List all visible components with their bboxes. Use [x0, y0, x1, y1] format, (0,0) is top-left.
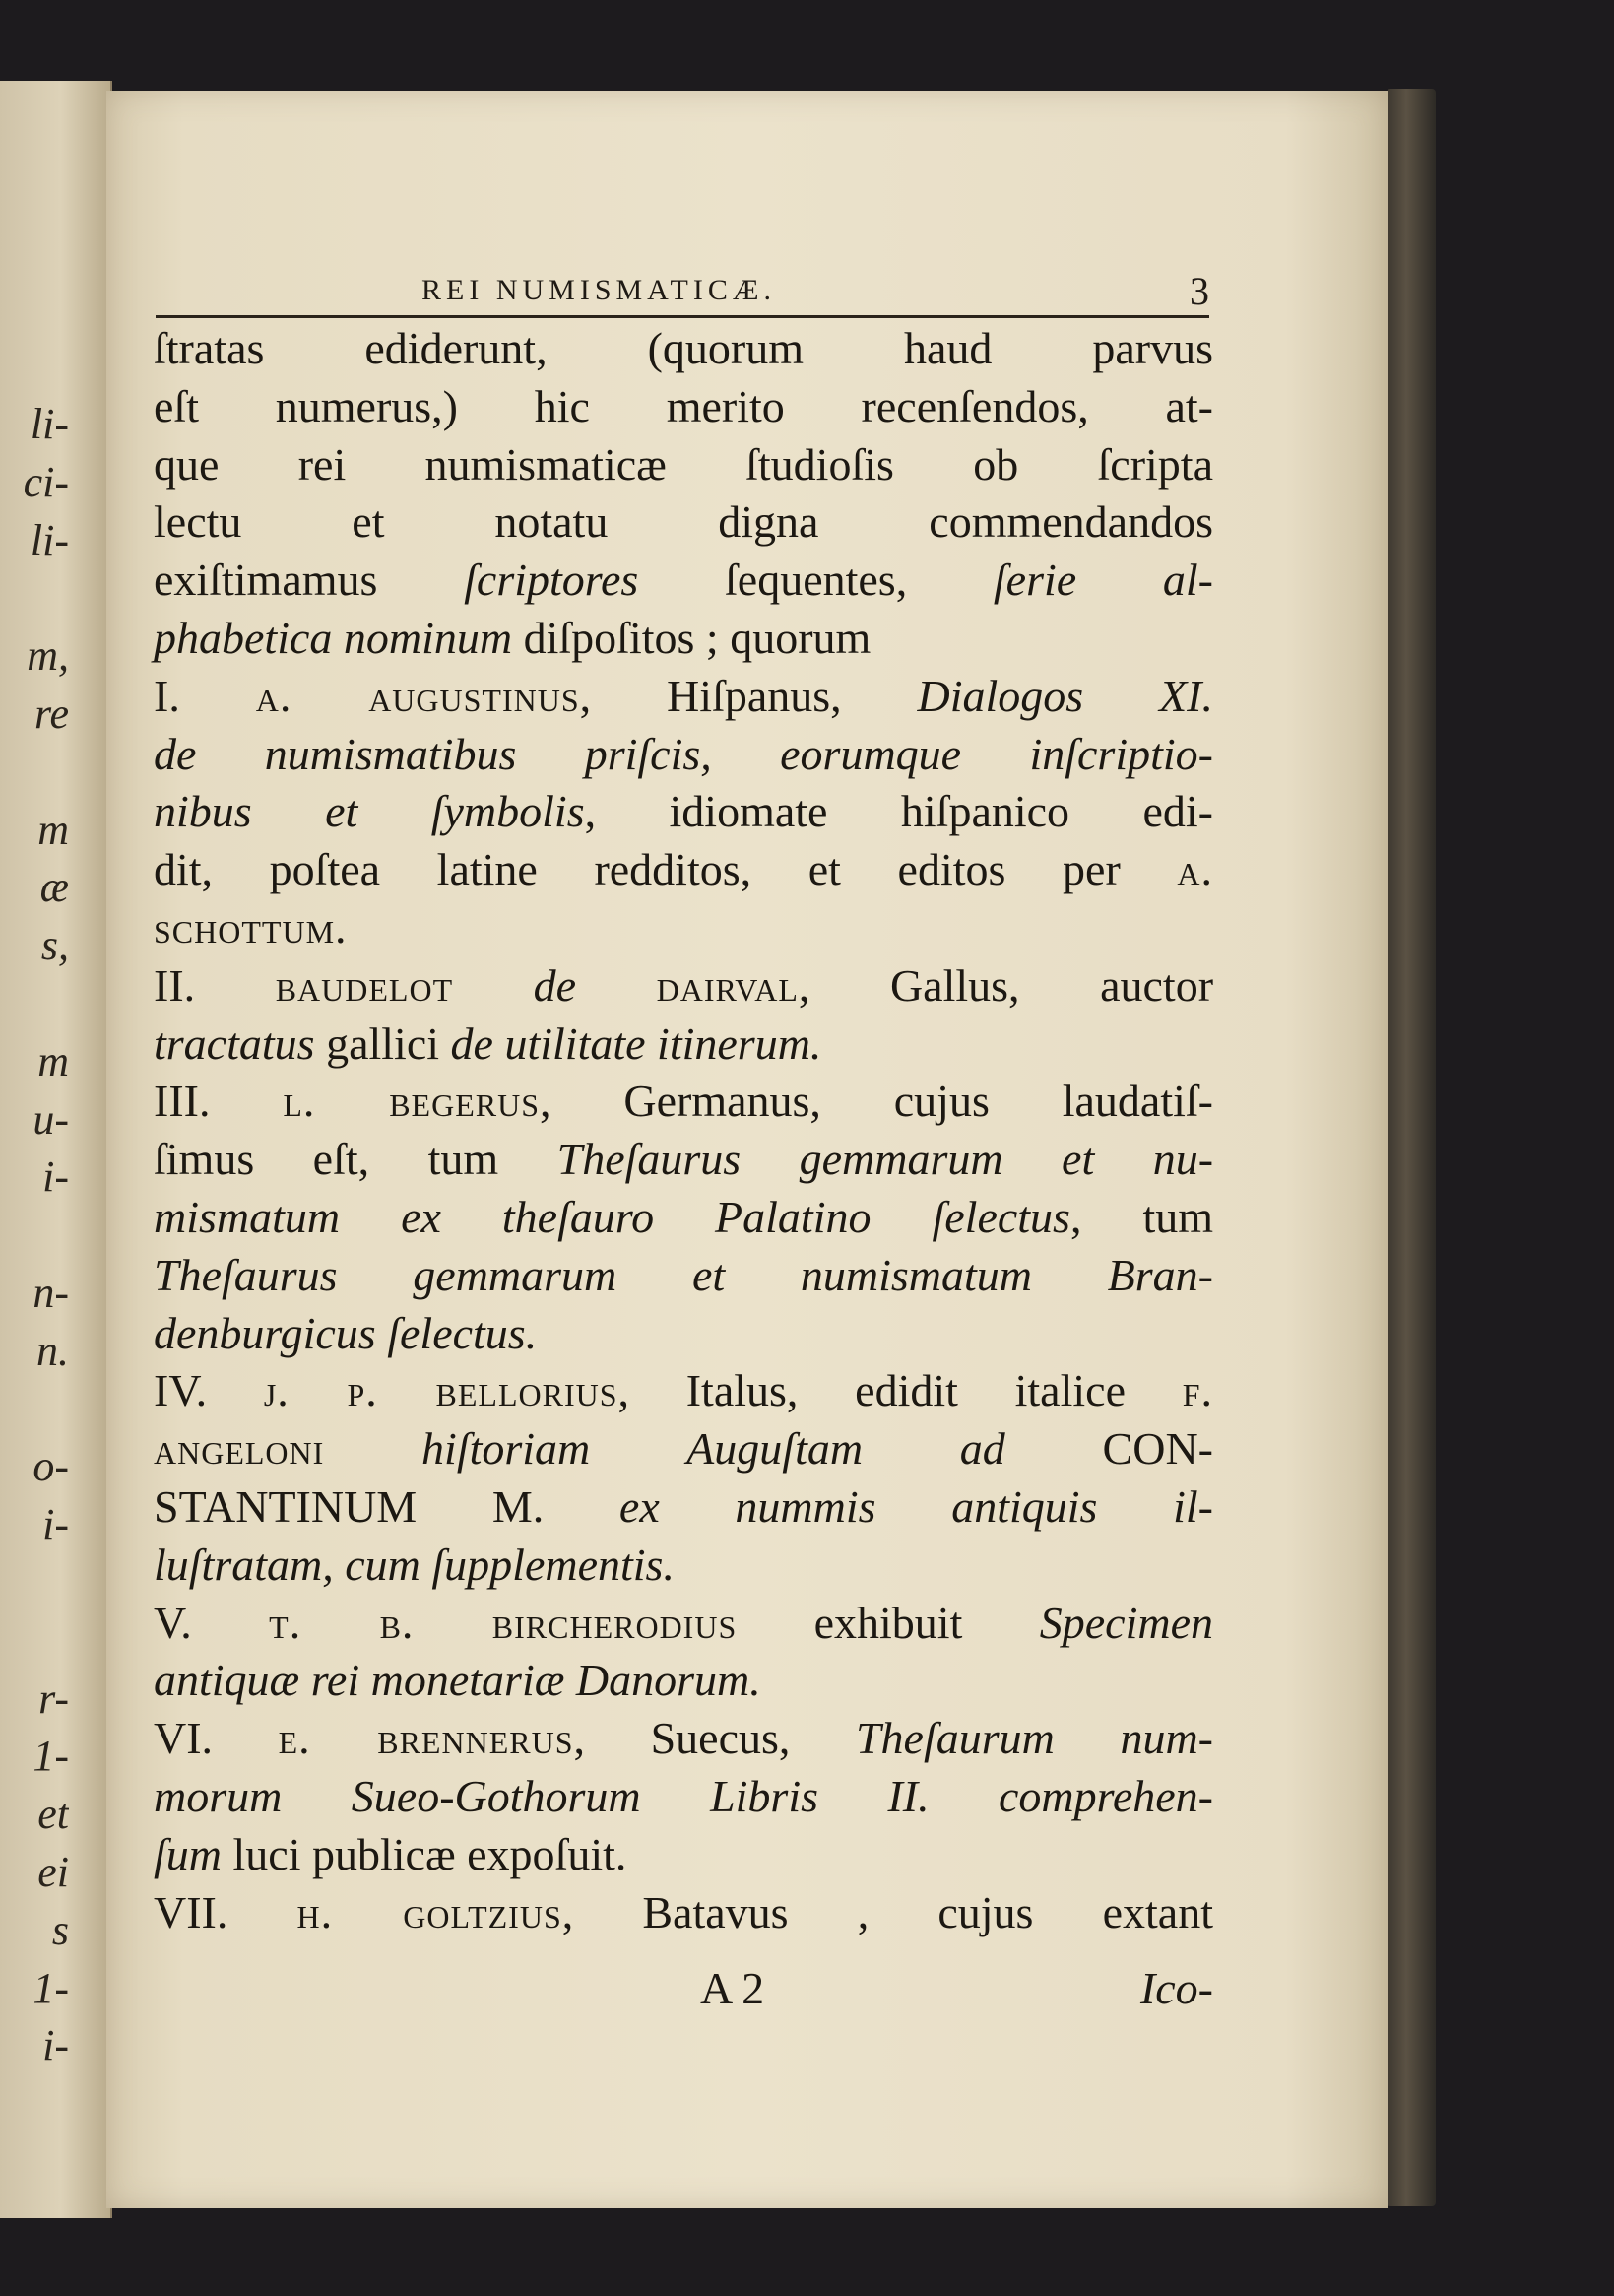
italic-text: mismatum ex theſauro Palatino ſelectus: [154, 1191, 1070, 1242]
previous-page-fragment: [0, 1381, 69, 1439]
text-line: [154, 783, 1213, 841]
previous-page-fragment: æ: [39, 863, 69, 912]
previous-page-fragment: re: [33, 689, 69, 738]
text-line: [154, 1073, 1213, 1131]
previous-page-fragment: i-: [42, 1500, 69, 1549]
roman-text: que rei numismaticæ ſtudioſis ob ſcripta: [154, 438, 1213, 490]
text-line: [154, 1537, 1213, 1595]
roman-text: ſimus eſt, tum: [154, 1134, 557, 1185]
text-line: [154, 1478, 1213, 1537]
header-rule: [156, 315, 1209, 318]
roman-text: V.: [154, 1597, 270, 1648]
italic-text: ſcriptores: [464, 555, 639, 606]
text-line: [154, 1189, 1213, 1247]
italic-text: de numismatibus priſcis, eorumque inſcriptio-: [154, 728, 1213, 779]
previous-page-fragment: s,: [40, 921, 69, 970]
roman-text: , Gallus, auctor: [798, 959, 1214, 1011]
text-line: [154, 1362, 1213, 1420]
italic-text: antiquæ rei monetariæ Danorum.: [154, 1655, 761, 1706]
text-line: [154, 1826, 1213, 1884]
small-caps-text: t. b. bircherodius: [269, 1597, 738, 1648]
italic-text: Specimen: [1039, 1597, 1213, 1648]
italic-text: morum Sueo-Gothorum Libris II. comprehen-: [154, 1770, 1213, 1821]
small-caps-text: dairval: [656, 959, 799, 1011]
roman-text: , tum: [1069, 1191, 1214, 1242]
previous-page-fragment: i-: [42, 2021, 69, 2070]
small-caps-text: baudelot: [275, 959, 454, 1011]
roman-text: VI.: [154, 1713, 279, 1764]
roman-text: , idiomate hiſpanico edi-: [584, 786, 1213, 837]
text-line: [154, 1247, 1213, 1305]
italic-text: Dialogos XI.: [917, 670, 1213, 721]
roman-text: ſtratas ediderunt, (quorum haud parvus: [154, 323, 1213, 373]
previous-page-fragment: m: [37, 1036, 69, 1085]
text-line: [154, 1595, 1213, 1653]
italic-text: de utilitate itinerum.: [450, 1017, 822, 1069]
roman-text: ſequentes,: [638, 555, 994, 606]
italic-text: hiſtoriam Auguſtam ad: [324, 1423, 1103, 1475]
text-line: [154, 1016, 1213, 1074]
page-footer: [154, 1962, 1213, 2021]
text-line: [154, 841, 1213, 899]
roman-text: dit, poſtea latine redditos, et editos per: [154, 844, 1178, 895]
book-edge: [1387, 89, 1436, 2206]
running-head-title: REI NUMISMATICÆ.: [421, 274, 777, 306]
italic-text: ſum: [154, 1828, 222, 1879]
roman-text: , Batavus , cujus extant: [561, 1886, 1213, 1937]
text-line: [154, 1710, 1213, 1768]
text-line: [154, 610, 1213, 668]
roman-text: exiſtimamus: [154, 555, 465, 606]
previous-page-fragment: i-: [42, 1152, 69, 1202]
text-line: [154, 320, 1213, 378]
page-number: 3: [1190, 269, 1209, 313]
text-line: [154, 1884, 1213, 1942]
running-head: [156, 268, 1209, 315]
previous-page-fragment: [0, 569, 69, 627]
previous-page-fragment: s: [51, 1905, 69, 1954]
previous-page-fragment: o-: [32, 1442, 69, 1491]
italic-text: tractatus: [154, 1017, 315, 1069]
text-line: [154, 1652, 1213, 1710]
text-line: [154, 493, 1213, 552]
previous-page-text-fragments: [0, 396, 69, 2075]
roman-text: gallici: [314, 1017, 451, 1069]
small-caps-text: j. p. bellorius: [263, 1365, 618, 1416]
italic-text: luſtratam, cum ſupplementis.: [154, 1539, 675, 1590]
catchword: Ico-: [1139, 1963, 1213, 2013]
italic-text: nibus et ſymbolis: [154, 786, 585, 837]
small-caps-text: schottum.: [154, 901, 348, 952]
previous-page-fragment: n.: [36, 1326, 69, 1375]
small-caps-text: l. begerus: [283, 1076, 541, 1127]
italic-text: phabetica nominum: [154, 612, 513, 663]
previous-page-fragment: li-: [30, 515, 69, 564]
roman-text: III.: [154, 1076, 284, 1127]
text-line: [154, 1420, 1213, 1478]
roman-text: , Suecus,: [573, 1713, 856, 1764]
previous-page-fragment: li-: [30, 400, 69, 448]
previous-page-fragment: u-: [32, 1094, 69, 1144]
previous-page-fragment: m: [37, 805, 69, 854]
italic-text: Theſaurum num-: [855, 1713, 1213, 1764]
previous-page-edge: [0, 81, 112, 2218]
previous-page-fragment: [0, 1554, 69, 1612]
text-line: [154, 1131, 1213, 1189]
italic-text: Theſaurus gemmarum et nu-: [556, 1134, 1214, 1185]
text-line: [154, 378, 1213, 436]
previous-page-fragment: [0, 744, 69, 802]
text-line: [154, 668, 1213, 726]
roman-text: CON-: [1102, 1423, 1213, 1475]
roman-text: , Germanus, cujus laudatiſ-: [540, 1076, 1213, 1127]
italic-text: ex nummis antiquis il-: [618, 1480, 1213, 1532]
previous-page-fragment: r-: [38, 1673, 69, 1723]
italic-text: de: [453, 959, 657, 1011]
roman-text: , Italus, edidit italice: [617, 1365, 1183, 1416]
roman-text: diſpoſitos ; quorum: [512, 612, 872, 663]
text-line: [154, 1768, 1213, 1826]
small-caps-text: a.: [1177, 844, 1213, 895]
previous-page-fragment: n-: [32, 1268, 69, 1317]
signature-mark: A 2: [700, 1963, 765, 2013]
roman-text: , Hiſpanus,: [579, 670, 918, 721]
text-line: [154, 726, 1213, 784]
text-line: [154, 552, 1213, 610]
roman-text: exhibuit: [737, 1597, 1040, 1648]
previous-page-fragment: 1-: [32, 1732, 69, 1781]
book-page: [106, 91, 1388, 2208]
small-caps-text: angeloni: [154, 1423, 325, 1475]
previous-page-fragment: [0, 1612, 69, 1671]
italic-text: Theſaurus gemmarum et numismatum Bran-: [154, 1249, 1213, 1300]
previous-page-fragment: ci-: [23, 457, 69, 506]
small-caps-text: f.: [1182, 1365, 1214, 1416]
roman-text: eſt numerus,) hic merito recenſendos, at-: [154, 380, 1213, 431]
roman-text: VII.: [154, 1886, 297, 1937]
text-line: [154, 899, 1213, 957]
roman-text: STANTINUM M.: [154, 1480, 619, 1532]
italic-text: denburgicus ſelectus.: [154, 1307, 538, 1358]
small-caps-text: a. augustinus: [255, 670, 580, 721]
roman-text: I.: [154, 670, 256, 721]
text-line: [154, 1305, 1213, 1363]
previous-page-fragment: ei: [37, 1847, 69, 1896]
roman-text: II.: [154, 959, 276, 1011]
italic-text: ſerie al-: [993, 555, 1213, 606]
previous-page-fragment: [0, 975, 69, 1033]
previous-page-fragment: 1-: [32, 1963, 69, 2012]
roman-text: lectu et notatu digna commendandos: [154, 496, 1213, 548]
text-line: [154, 957, 1213, 1016]
previous-page-fragment: [0, 1207, 69, 1265]
roman-text: luci publicæ expoſuit.: [222, 1828, 627, 1879]
previous-page-fragment: m,: [27, 631, 69, 681]
previous-page-fragment: et: [37, 1790, 69, 1839]
small-caps-text: e. brennerus: [278, 1713, 574, 1764]
text-line: [154, 436, 1213, 494]
small-caps-text: h. goltzius: [296, 1886, 562, 1937]
roman-text: IV.: [154, 1365, 264, 1416]
body-text: [154, 320, 1213, 1941]
